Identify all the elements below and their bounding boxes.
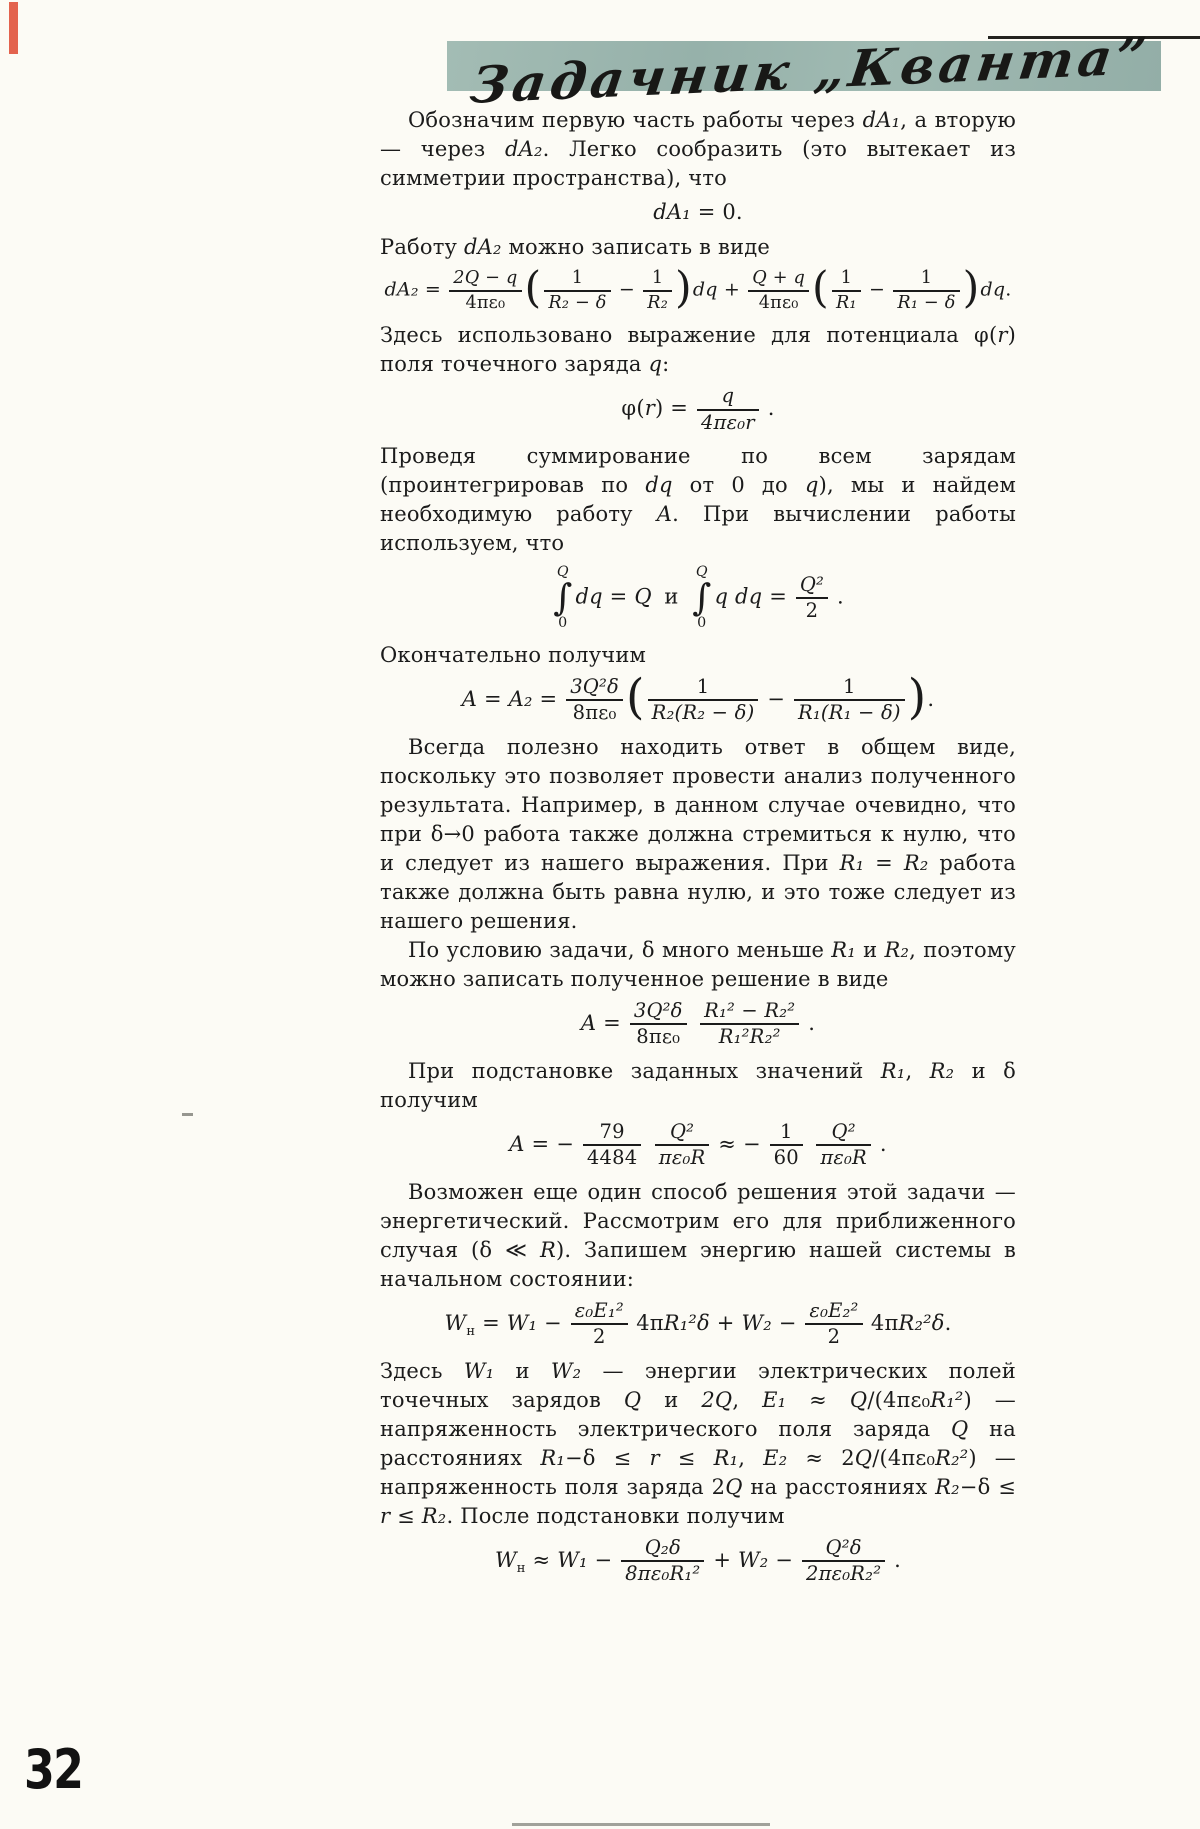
paragraph-3: Здесь использовано выражение для потенциала φ(r) поля точечного заряда q: [380, 323, 1016, 377]
red-registration-mark [9, 2, 18, 54]
formula-potential: φ(r) = $\frac{q}{\text{4πε₀r}}$ . [621, 384, 775, 434]
formula-energy-initial: $W_н = W_1$ − $\frac{\text{ε₀E₁²}}{2}$ 4πR₁²δ + W₂ − $\frac{\text{ε₀E₂²}}{2}$ 4πR₂²δ. [444, 1298, 952, 1349]
formula-integrals: Q ∫ 0 dq = Q и Q ∫ 0 q dq = $\frac{\text{Q²}}{2}$ . [553, 564, 844, 631]
paragraph-4: Проведя суммирование по всем зарядам (проинтегрировав по dq от 0 до q), мы и найдем необходимую работу A. При вычислении работы используем, что [380, 444, 1017, 556]
bottom-edge-artifact [512, 1823, 770, 1826]
paragraph-10: Здесь W₁ и W₂ — энергии электрических полей точечных зарядов Q и 2Q, E₁ ≈ Q/(4πε₀R₁²) — напряженность электрического поля заряда Q на расстояниях R₁−δ ≤ r ≤ R₁, E₂ ≈ 2Q/(4πε₀R₂²) — напряженность поля заряда 2Q на расстояниях R₂−δ ≤ r ≤ R₂. После подстановки получим [380, 1358, 1017, 1528]
section-banner-title: Задачник „Кванта” [467, 25, 1154, 115]
formula-work-approx: A = $\frac{\text{3Q²δ}}{\text{8πε₀}}$ $\frac{\text{R₁² − R₂²}}{\text{R₁²R₂²}}$ . [580, 998, 816, 1049]
formula-work-general: A = A₂ = $\frac{\text{3Q²δ}}{\text{8πε₀}}$ ( $\frac{1}{\text{R₂(R₂ − δ)}}$ − $\frac{1}{\text{R₁(R₁ − δ)}}$ ). [461, 669, 935, 725]
margin-speck [182, 1113, 193, 1116]
formula-dA1-zero: dA₁ = 0. [653, 200, 743, 224]
paragraph-6: Всегда полезно находить ответ в общем виде, поскольку это позволяет провести анализ полученного результата. Например, в данном случае очевидно, что при δ→0 работа также должна стремиться к нулю, что и следует из нашего выражения. При R₁ = R₂ работа также должна быть равна нулю, и это тоже следует из нашего решения. [380, 734, 1017, 933]
formula-dA2-expanded: dA₂ = $\frac{2Q - q}{\text{4πε₀}}$ ( $\frac{1}{\text{R₂ − δ}}$ − $\frac{1}{\text{R₂}}$ )dq + $\frac{Q + q}{\text{4πε₀}}$ ( $\frac{1}{\text{R₁}}$ − $\frac{1}{\text{R₁ − δ}}$ )dq. [384, 263, 1012, 314]
paragraph-8: При подстановке заданных значений R₁, R₂ и δ получим [380, 1058, 1016, 1112]
paragraph-5: Окончательно получим [380, 642, 647, 667]
formula-energy-substituted: $W_н \approx W_1$ − $\frac{\text{Q₂δ}}{\text{8πε₀R₁²}}$ + W₂ − $\frac{\text{Q²δ}}{\text{2πε₀R₂²}}$ . [495, 1535, 901, 1586]
paragraph-2: Работу dA₂ можно записать в виде [380, 235, 770, 260]
page-number: 32 [24, 1738, 83, 1801]
article-body [380, 106, 1016, 1594]
formula-work-numeric: A = − $\frac{79}{4484}$ $\frac{\text{Q²}}{\text{πε₀R}}$ ≈ − $\frac{1}{60}$ $\frac{\text{Q²}}{\text{πε₀R}}$ . [509, 1119, 887, 1170]
paragraph-7: По условию задачи, δ много меньше R₁ и R₂, поэтому можно записать полученное решение в виде [380, 937, 1016, 991]
paragraph-1: Обозначим первую часть работы через dA₁, а вторую — через dA₂. Легко сообразить (это вытекает из симметрии пространства), что [380, 108, 1016, 190]
paragraph-9: Возможен еще один способ решения этой задачи — энергетический. Рассмотрим его для приближенного случая (δ ≪ R). Запишем энергию нашей системы в начальном состоянии: [380, 1179, 1016, 1291]
